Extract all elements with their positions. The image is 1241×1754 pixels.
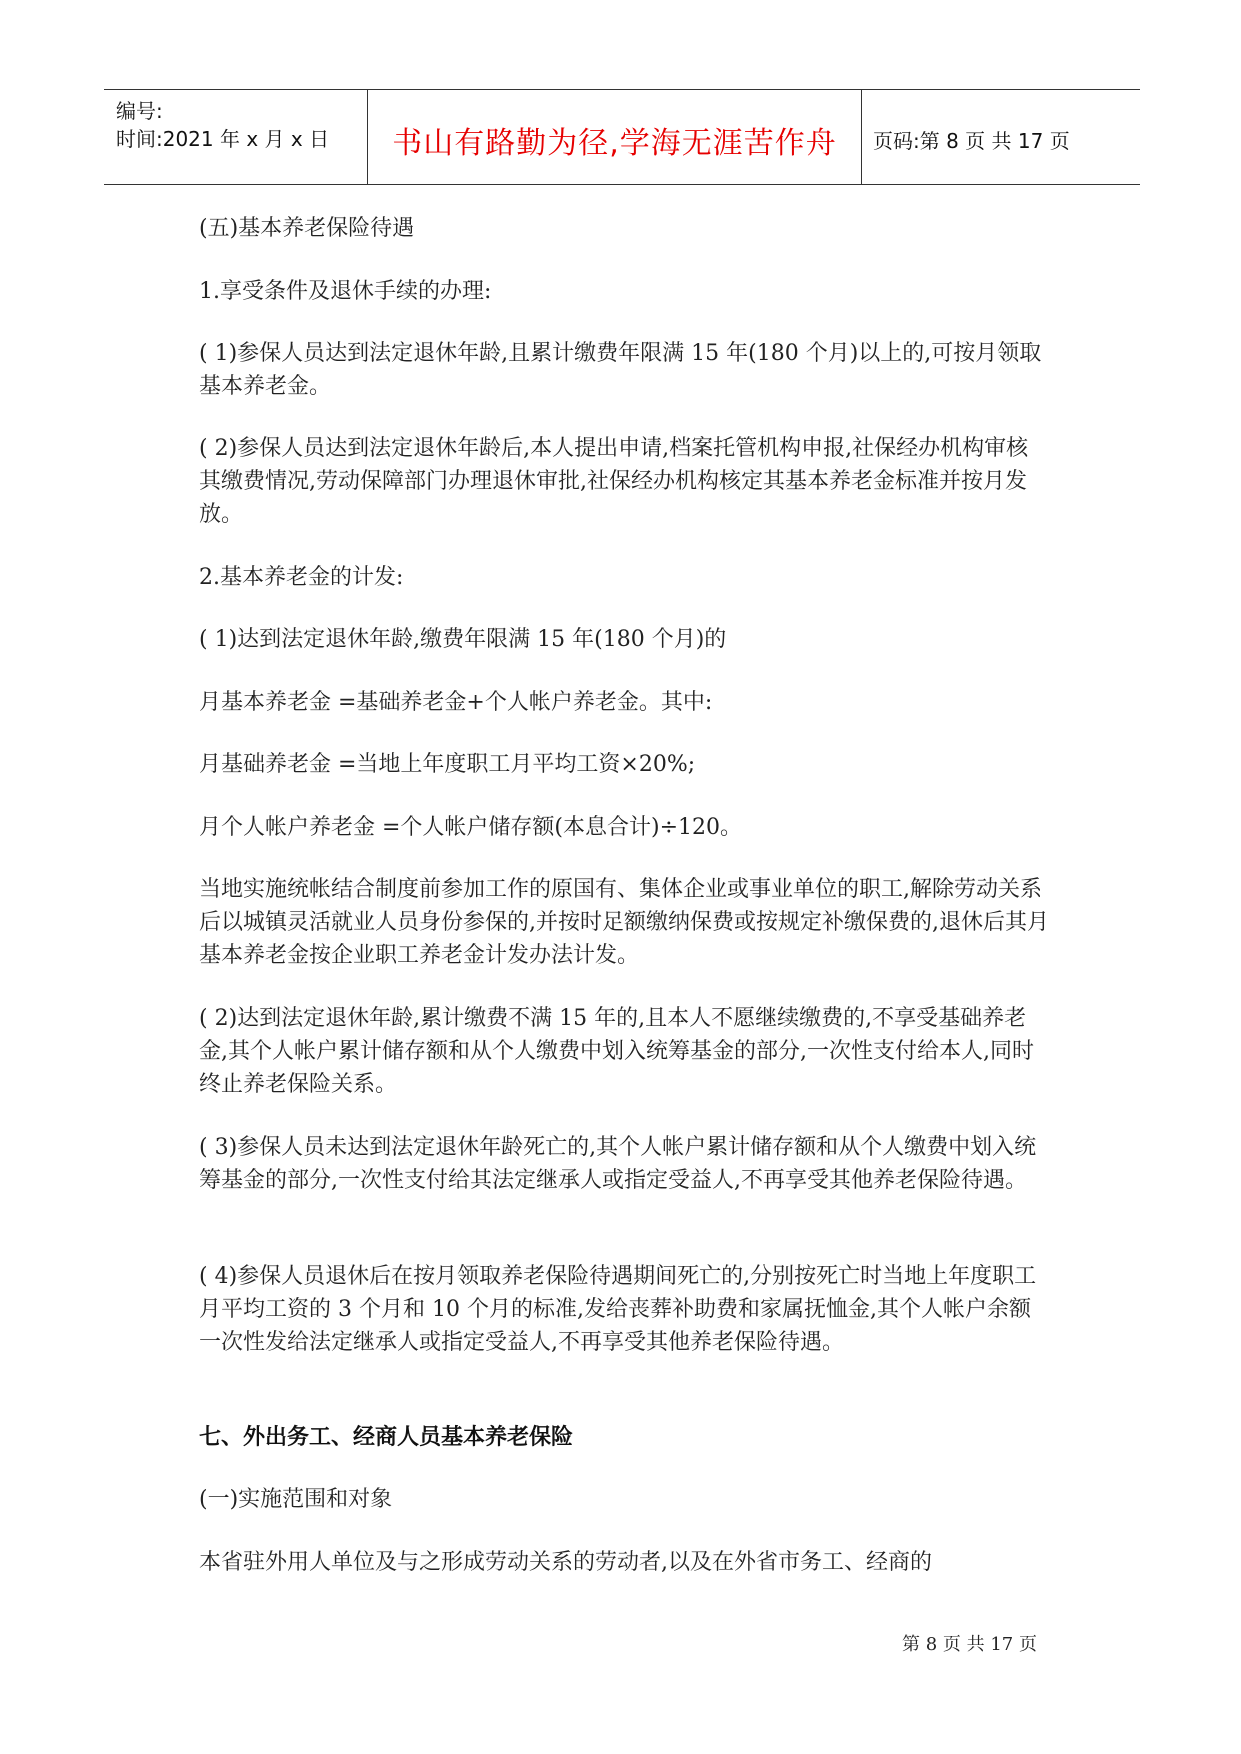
header-page-cell bbox=[861, 90, 1140, 184]
section-heading-7: 七、外出务工、经商人员基本养老保险 bbox=[199, 1424, 574, 1450]
serial-label: 编号: bbox=[116, 99, 163, 123]
footer-page-number: 第 8 页 共 17 页 bbox=[902, 1634, 1037, 1655]
paragraph-calc-4: ( 4)参保人员退休后在按月领取养老保险待遇期间死亡的,分别按死亡时当地上年度职工月平均工资的 3 个月和 10 个月的标准,发给丧葬补助费和家属抚恤金,其个人帐户余额一次性发给法定继承人或指定受益人,不再享受其他养老保险待遇。 bbox=[199, 1264, 1037, 1355]
paragraph-scope: 本省驻外用人单位及与之形成劳动关系的劳动者,以及在外省市务工、经商的 bbox=[199, 1550, 932, 1575]
formula-account-pension: 月个人帐户养老金 =个人帐户储存额(本息合计)÷120。 bbox=[199, 815, 743, 840]
subheading-scope: (一)实施范围和对象 bbox=[199, 1487, 393, 1512]
page-header bbox=[104, 89, 1140, 185]
formula-basic-pension: 月基础养老金 =当地上年度职工月平均工资×20%; bbox=[199, 752, 696, 777]
header-info-cell bbox=[104, 90, 367, 184]
paragraph-prior-workers: 当地实施统帐结合制度前参加工作的原国有、集体企业或事业单位的职工,解除劳动关系后以城镇灵活就业人员身份参保的,并按时足额缴纳保费或按规定补缴保费的,退休后其月基本养老金按企业职工养老金计发办法计发。 bbox=[199, 877, 1049, 968]
paragraph-calc-1: ( 1)达到法定退休年龄,缴费年限满 15 年(180 个月)的 bbox=[199, 627, 727, 652]
header-motto: 书山有路勤为径,学海无涯苦作舟 bbox=[392, 126, 837, 161]
subheading-calculation: 2.基本养老金的计发: bbox=[199, 565, 404, 590]
paragraph-eligibility-2: ( 2)参保人员达到法定退休年龄后,本人提出申请,档案托管机构申报,社保经办机构审核其缴费情况,劳动保障部门办理退休审批,社保经办机构核定其基本养老金标准并按月发放。 bbox=[199, 436, 1029, 527]
paragraph-calc-2: ( 2)达到法定退休年龄,累计缴费不满 15 年的,且本人不愿继续缴费的,不享受基础养老金,其个人帐户累计储存额和从个人缴费中划入统筹基金的部分,一次性支付给本人,同时终止养老保险关系。 bbox=[199, 1006, 1034, 1097]
formula-monthly-pension: 月基本养老金 =基础养老金+个人帐户养老金。其中: bbox=[199, 690, 713, 715]
header-page-number: 页码:第 8 页 共 17 页 bbox=[873, 129, 1070, 153]
header-motto-cell bbox=[367, 90, 862, 184]
paragraph-eligibility-1: ( 1)参保人员达到法定退休年龄,且累计缴费年限满 15 年(180 个月)以上的,可按月领取基本养老金。 bbox=[199, 341, 1042, 399]
time-label: 时间:2021 年 x 月 x 日 bbox=[116, 127, 330, 151]
subheading-eligibility: 1.享受条件及退休手续的办理: bbox=[199, 279, 492, 304]
paragraph-calc-3: ( 3)参保人员未达到法定退休年龄死亡的,其个人帐户累计储存额和从个人缴费中划入统筹基金的部分,一次性支付给其法定继承人或指定受益人,不再享受其他养老保险待遇。 bbox=[199, 1135, 1037, 1193]
section-heading-5: (五)基本养老保险待遇 bbox=[199, 216, 415, 241]
